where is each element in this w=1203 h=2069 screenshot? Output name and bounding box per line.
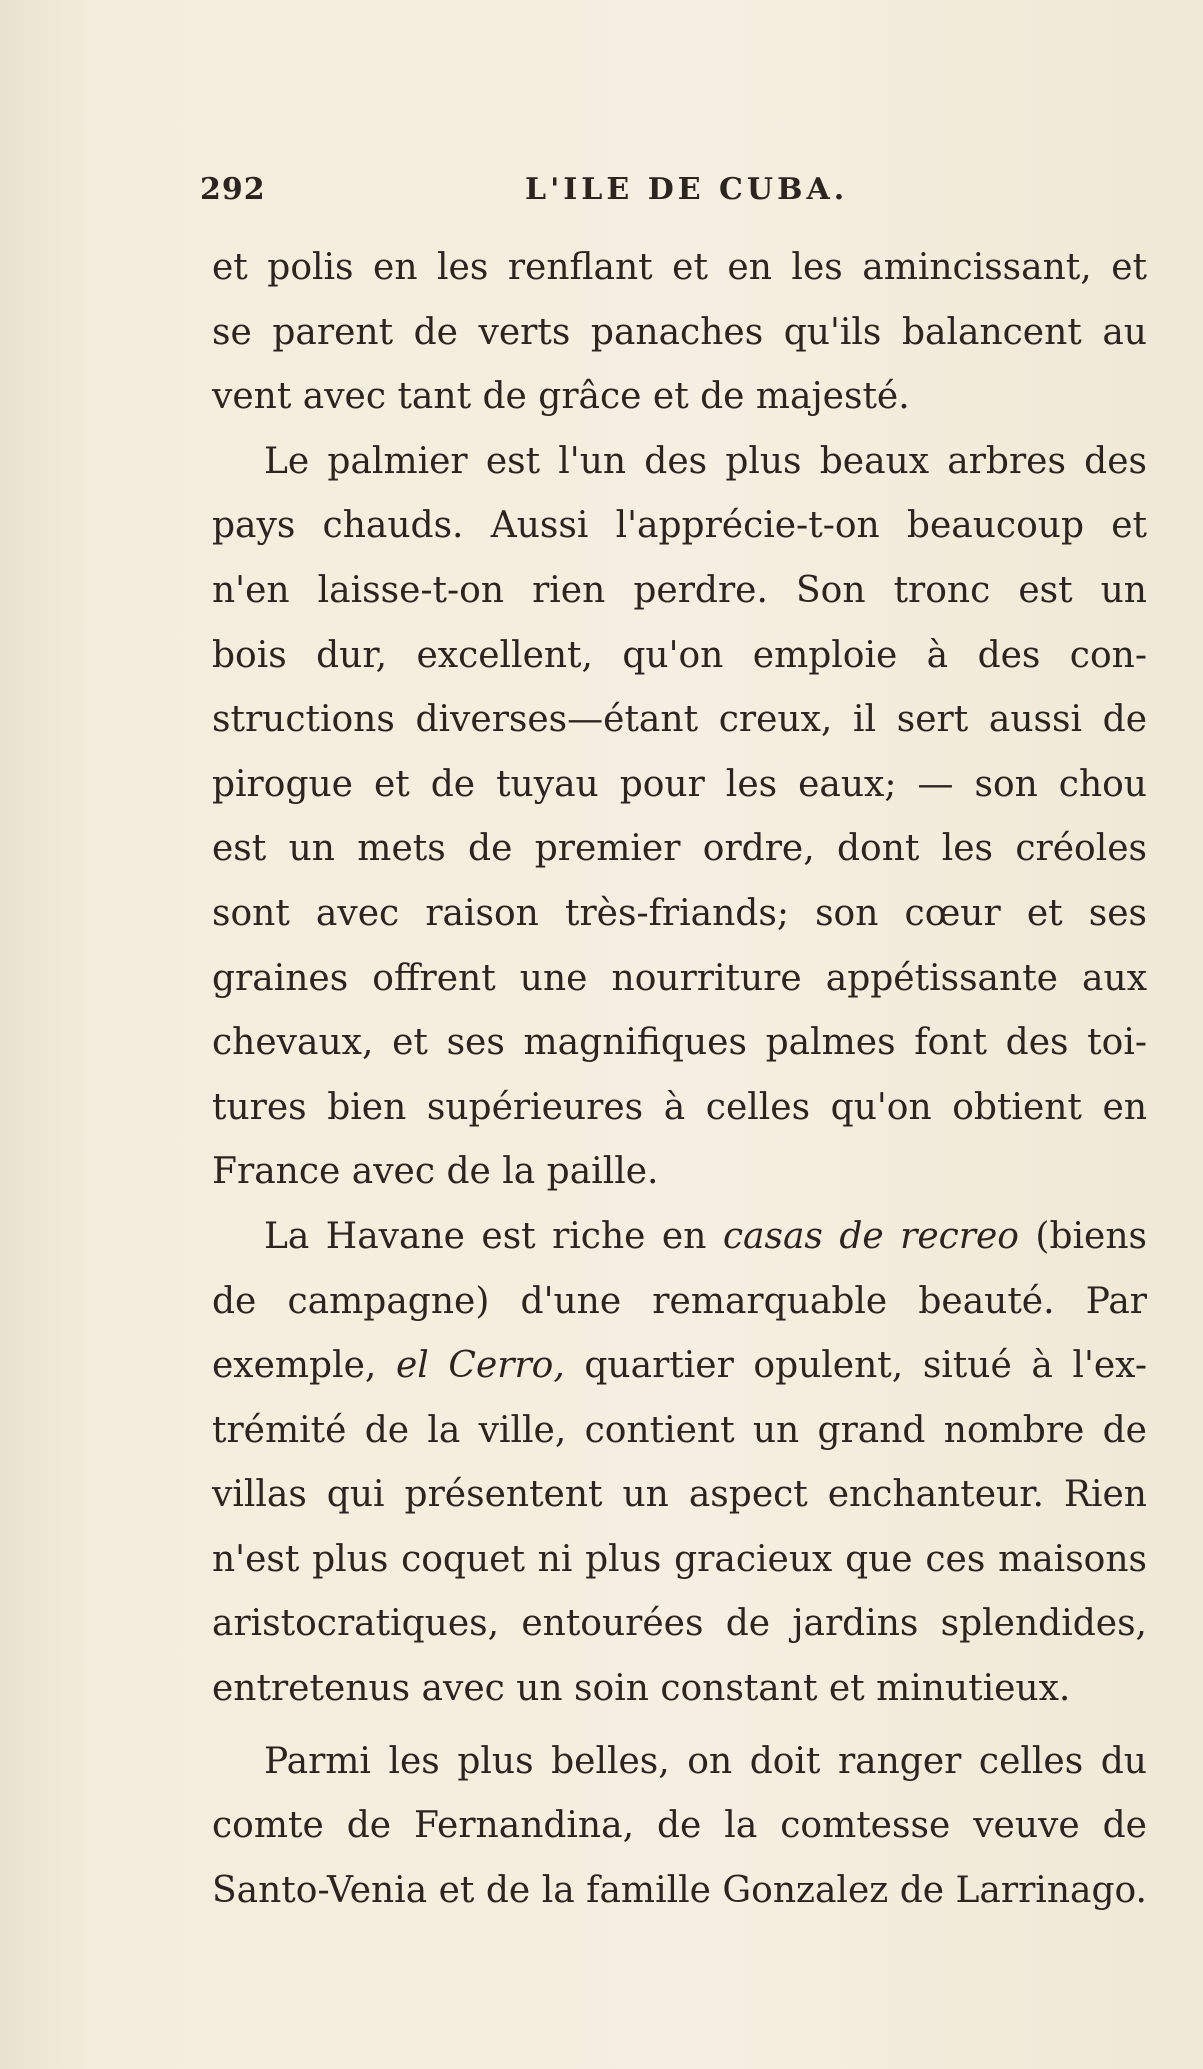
text-line: France avec de la paille. xyxy=(212,1151,659,1193)
running-title: L'ILE DE CUBA. xyxy=(525,172,849,207)
paragraph xyxy=(212,236,1147,430)
text-line: Le palmier est l'un des plus beaux arbres des xyxy=(264,440,1147,482)
text-line: comte de Fernandina, de la comtesse veuve de xyxy=(212,1805,1147,1847)
page-number: 292 xyxy=(200,172,266,207)
text-line: exemple, el Cerro, quartier opulent, situé à l'ex- xyxy=(212,1345,1147,1387)
text-line: sont avec raison très-friands; son cœur et ses xyxy=(212,892,1147,934)
italic-phrase: casas de recreo xyxy=(722,1215,1019,1257)
text-line: tures bien supérieures à celles qu'on obtient en xyxy=(212,1086,1147,1128)
text-line: La Havane est riche en casas de recreo (biens xyxy=(264,1215,1147,1257)
text-line: de campagne) d'une remarquable beauté. Par xyxy=(212,1280,1147,1322)
text-line: est un mets de premier ordre, dont les créoles xyxy=(212,828,1147,870)
text-line: chevaux, et ses magnifiques palmes font des toi- xyxy=(212,1022,1147,1064)
text-line: entretenus avec un soin constant et minutieux. xyxy=(212,1668,1071,1710)
paragraph xyxy=(212,1730,1147,1924)
text-line: n'est plus coquet ni plus gracieux que ces maisons xyxy=(212,1538,1147,1580)
text-line: bois dur, excellent, qu'on emploie à des con- xyxy=(212,634,1147,676)
text-line: Santo-Venia et de la famille Gonzalez de Larrinago. xyxy=(212,1869,1147,1911)
italic-phrase: el Cerro, xyxy=(395,1345,565,1387)
paragraph xyxy=(212,430,1147,1205)
text-line: vent avec tant de grâce et de majesté. xyxy=(212,376,910,418)
text-line: structions diverses—étant creux, il sert aussi de xyxy=(212,699,1147,741)
page-header xyxy=(200,172,1150,222)
text-line: se parent de verts panaches qu'ils balancent au xyxy=(212,311,1147,353)
body-text xyxy=(212,236,1147,1923)
text-line: n'en laisse-t-on rien perdre. Son tronc est un xyxy=(212,569,1147,611)
text-line: pays chauds. Aussi l'apprécie-t-on beaucoup et xyxy=(212,505,1147,547)
text-line: villas qui présentent un aspect enchanteur. Rien xyxy=(212,1474,1147,1516)
text-line: aristocratiques, entourées de jardins splendides, xyxy=(212,1603,1147,1645)
text-line: graines offrent une nourriture appétissante aux xyxy=(212,957,1147,999)
text-line: pirogue et de tuyau pour les eaux; — son chou xyxy=(212,763,1147,805)
text-line: Parmi les plus belles, on doit ranger celles du xyxy=(264,1740,1147,1782)
text-line: et polis en les renflant et en les amincissant, et xyxy=(212,247,1147,288)
text-line: trémité de la ville, contient un grand nombre de xyxy=(212,1409,1147,1451)
paragraph xyxy=(212,1205,1147,1722)
